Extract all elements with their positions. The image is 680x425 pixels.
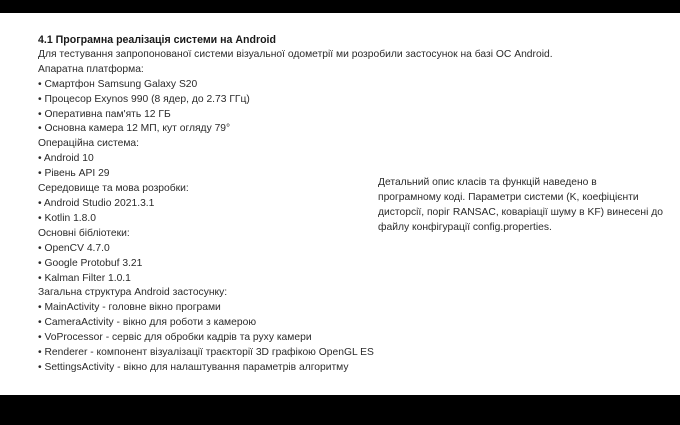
side-note-line: файлу конфігурації config.properties. <box>378 221 552 233</box>
list-item: • CameraActivity - вікно для роботи з камерою <box>38 317 257 329</box>
list-item: • Kalman Filter 1.0.1 <box>38 272 131 284</box>
list-item: • Оперативна пам'ять 12 ГБ <box>38 108 171 120</box>
text-line: Апаратна платформа: <box>38 63 144 75</box>
document-page <box>0 13 680 395</box>
text-line: Основні бібліотеки: <box>38 227 130 239</box>
list-item: • Рівень API 29 <box>38 168 110 180</box>
list-item: • VoProcessor - сервіс для обробки кадрів та руху камери <box>38 332 312 344</box>
list-item: • OpenCV 4.7.0 <box>38 242 110 254</box>
list-item: • Kotlin 1.8.0 <box>38 212 96 224</box>
list-item: • Смартфон Samsung Galaxy S20 <box>38 78 198 90</box>
list-item: • Основна камера 12 МП, кут огляду 79° <box>38 123 231 135</box>
side-note-line: дисторсії, поріг RANSAC, коваріації шуму в KF) винесені до <box>378 206 663 218</box>
text-line: Операційна система: <box>38 138 140 150</box>
list-item: • SettingsActivity - вікно для налаштування параметрів алгоритму <box>38 361 349 373</box>
list-item: • Android Studio 2021.3.1 <box>38 197 155 209</box>
list-item: • Google Protobuf 3.21 <box>38 257 143 269</box>
text-line: Середовище та мова розробки: <box>38 183 189 195</box>
list-item: • MainActivity - головне вікно програми <box>38 302 221 314</box>
side-note-line: Детальний опис класів та функцій наведено в <box>378 177 597 188</box>
side-note <box>378 176 668 236</box>
list-item: • Renderer - компонент візуалізації траєкторії 3D графікою OpenGL ES <box>38 347 374 359</box>
text-line: Загальна структура Android застосунку: <box>38 287 228 299</box>
list-item: • Android 10 <box>38 153 94 165</box>
text-line: Для тестування запропонованої системи візуальної одометрії ми розробили застосунок на базі ОС Android. <box>38 48 553 60</box>
section-title: 4.1 Програмна реалізація системи на Android <box>38 34 276 46</box>
list-item: • Процесор Exynos 990 (8 ядер, до 2.73 ГГц) <box>38 93 250 105</box>
side-note-line: програмному коді. Параметри системи (K, коефіцієнти <box>378 191 639 203</box>
